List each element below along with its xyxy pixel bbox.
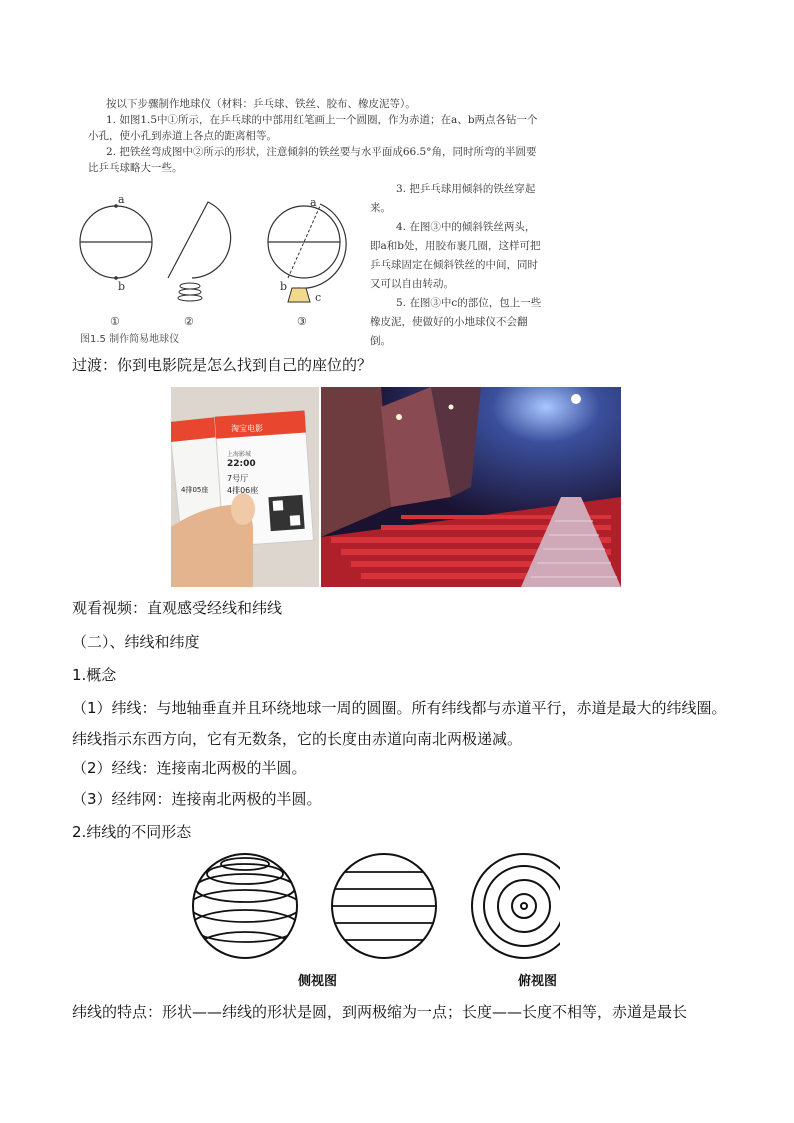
label-c-3: c bbox=[315, 291, 322, 304]
transition-question: 过渡：你到电影院是怎么找到自己的座位的？ bbox=[72, 356, 373, 374]
excerpt-step-2: 2. 把铁丝弯成图中②所示的形状，注意倾斜的铁丝要与水平面成66.5°角，同时所弯的半圆要比乒乓球略大一些。 bbox=[88, 146, 537, 174]
textbook-excerpt bbox=[88, 96, 546, 176]
watch-video-line: 观看视频：直观感受经线和纬线 bbox=[72, 599, 283, 617]
excerpt-step-4: 4. 在图③中的倾斜铁丝两头，即a和b处，用胶布裹几圈，这样可把乒乓球固定在倾斜铁丝的中间，同时又可以自由转动。 bbox=[370, 221, 541, 290]
movie-tickets-photo bbox=[171, 387, 319, 587]
ticket-hall: 7号厅 bbox=[227, 474, 249, 483]
wire-coil bbox=[180, 283, 200, 289]
label-b-1: b bbox=[118, 280, 126, 293]
weft-features: 纬线的特点：形状——纬线的形状是圆，到两极缩为一点；长度——长度不相等，赤道是最长 bbox=[72, 1003, 688, 1021]
section-title: （二）、纬线和纬度 bbox=[72, 633, 200, 651]
ticket-cinema: 上海影城 bbox=[227, 451, 252, 458]
concept-title: 1.概念 bbox=[72, 666, 117, 684]
oblique-view-globe bbox=[190, 854, 301, 960]
bent-wire bbox=[168, 202, 231, 278]
grid-definition: （3）经纬网：连接南北两极的半圆。 bbox=[72, 790, 322, 808]
ticket-seat: 4排06座 bbox=[227, 486, 259, 495]
top-view-caption: 俯视图 bbox=[518, 974, 558, 989]
label-fig-1: ① bbox=[110, 315, 120, 328]
forms-title: 2.纬线的不同形态 bbox=[72, 823, 192, 841]
excerpt-step-1: 1. 如图1.5中①所示，在乒乓球的中部用红笔画上一个圆圈，作为赤道；在a、b两点各钻一个小孔，使小孔到赤道上各点的距离相等。 bbox=[88, 114, 538, 142]
weft-definition: （1）纬线：与地轴垂直并且环绕地球一周的圆圈。所有纬线都与赤道平行，赤道是最大的纬线圈。纬线指示东西方向，它有无数条，它的长度由赤道向南北两极递减。 bbox=[72, 699, 727, 748]
excerpt-intro: 按以下步骤制作地球仪（材料：乒乓球、铁丝、胶布、橡皮泥等）。 bbox=[106, 98, 416, 110]
globe-making-figure bbox=[72, 190, 362, 330]
top-view-globe bbox=[472, 854, 560, 958]
parallel-forms-diagram bbox=[190, 850, 560, 965]
label-fig-3: ③ bbox=[297, 315, 307, 328]
excerpt-step-3: 3. 把乒乓球用倾斜的铁丝穿起来。 bbox=[370, 183, 536, 214]
textbook-excerpt-steps bbox=[370, 180, 542, 351]
ticket-seat-back: 4排05座 bbox=[181, 486, 209, 494]
label-a-1: a bbox=[118, 193, 125, 206]
side-view-caption: 侧视图 bbox=[298, 974, 338, 989]
side-view-globe bbox=[330, 854, 440, 958]
ticket-brand: 淘宝电影 bbox=[231, 424, 263, 433]
label-a-3: a bbox=[310, 196, 317, 209]
figure-caption: 图1.5 制作简易地球仪 bbox=[80, 334, 180, 345]
label-fig-2: ② bbox=[184, 315, 194, 328]
excerpt-step-5: 5. 在图③中c的部位，包上一些橡皮泥，使做好的小地球仪不会翻倒。 bbox=[370, 297, 542, 347]
clay-base bbox=[288, 288, 310, 302]
label-b-3: b bbox=[280, 280, 288, 293]
ticket-time: 22:00 bbox=[227, 459, 256, 469]
meridian-definition: （2）经线：连接南北两极的半圆。 bbox=[72, 759, 307, 777]
cinema-hall-photo bbox=[321, 387, 621, 587]
